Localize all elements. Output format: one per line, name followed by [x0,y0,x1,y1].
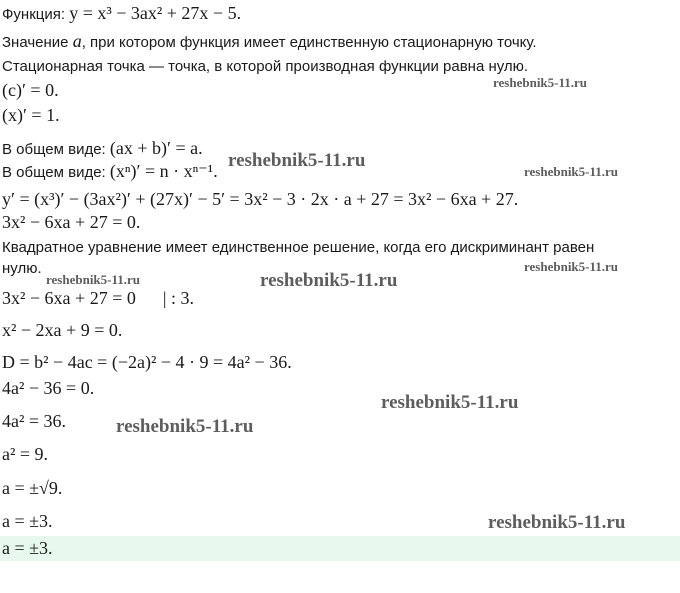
watermark: reshebnik5-11.ru [381,392,519,413]
watermark: reshebnik5-11.ru [488,512,626,533]
const-derivative: (c)′ = 0. [2,80,59,100]
general-power-line [2,161,218,183]
discriminant-condition [2,238,594,258]
line-label: Функция: [2,6,70,23]
watermark: reshebnik5-11.ru [524,164,619,179]
function-line [2,3,241,25]
discriminant-zero: 4a² − 36 = 0. [2,378,95,398]
discriminant-condition-cont [2,259,42,279]
watermark: reshebnik5-11.ru [260,270,398,291]
line-label: В общем виде: [2,164,110,181]
definition-line [2,57,528,77]
derivative-computation: y′ = (x³)′ − (3ax²)′ + (27x)′ − 5′ = 3x² − 3 · 2x · a + 27 = 3x² − 6xa + 27. [2,189,519,209]
line-label: В общем виде: [2,141,110,158]
line-text: нулю. [2,260,42,277]
formula: (xⁿ)′ = n · xⁿ⁻¹. [109,161,218,181]
formula: (ax + b)′ = a. [109,138,203,158]
step-a2: a² = 9. [2,444,49,464]
watermark: reshebnik5-11.ru [524,259,619,274]
divide-step: 3x² − 6xa + 27 = 0 | : 3. [2,288,194,308]
derivative-equation: 3x² − 6xa + 27 = 0. [2,212,141,232]
step-sqrt: a = ±√9. [2,478,63,498]
variable-a [73,31,82,51]
watermark: reshebnik5-11.ru [116,416,254,437]
function-formula: y = x³ − 3ax² + 27x − 5. [69,3,242,23]
watermark: reshebnik5-11.ru [46,272,141,287]
step-4a2: 4a² = 36. [2,411,67,431]
final-answer: a = ±3. [2,538,53,558]
watermark: reshebnik5-11.ru [493,75,588,90]
line-text: , при котором функция имеет единственную стационарную точку. [81,34,537,51]
line-text: Стационарная точка — точка, в которой производная функции равна нулю. [2,58,529,75]
x-derivative: (x)′ = 1. [2,105,60,125]
variable-a-text: a [72,31,82,51]
line-label: Значение [2,34,73,51]
general-linear-line [2,138,203,160]
step-a-pm3: a = ±3. [2,511,53,531]
task-line [2,31,537,53]
reduced-equation: x² − 2xa + 9 = 0. [2,320,123,340]
line-text: Квадратное уравнение имеет единственное решение, когда его дискриминант равен [2,239,595,256]
watermark: reshebnik5-11.ru [228,150,366,171]
answer-highlight [0,536,680,561]
discriminant-formula: D = b² − 4ac = (−2a)² − 4 · 9 = 4a² − 36. [2,352,292,372]
